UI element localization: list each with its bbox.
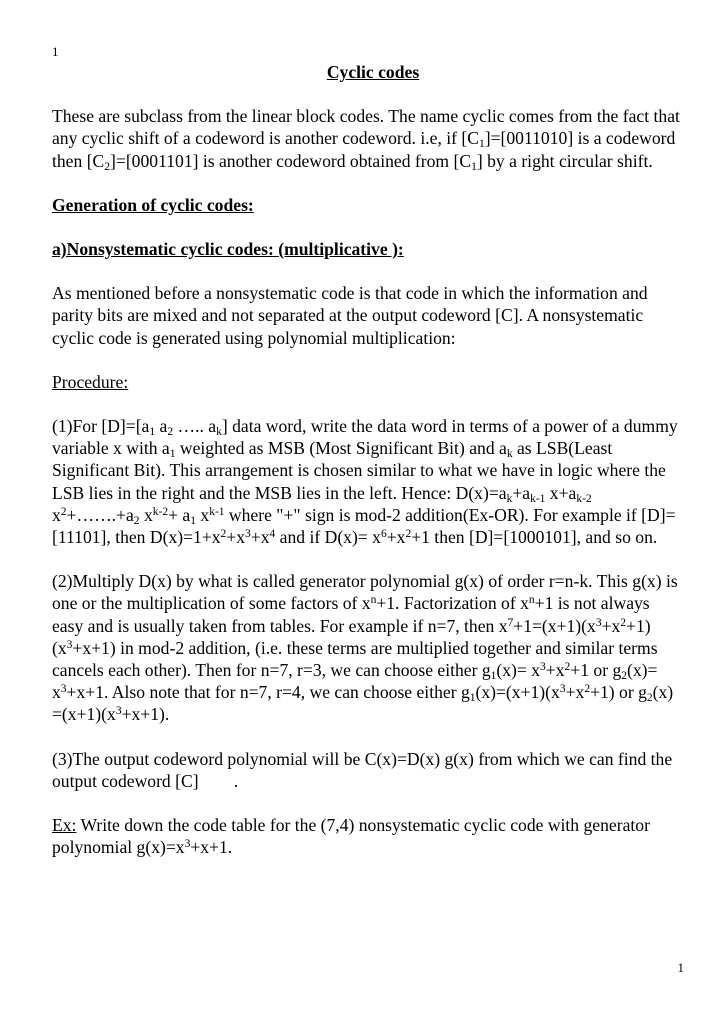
step-3-paragraph: (3)The output codeword polynomial will be C(x)=D(x) g(x) from which we can find the output codeword [C] . [52, 748, 677, 791]
example-paragraph: Ex: Write down the code table for the (7,4) nonsystematic cyclic code with generator polynomial $g(x)=x^3+x+1$. [52, 815, 650, 858]
intro-paragraph: These are subclass from the linear block codes. The name cyclic comes from the fact that any cyclic shift of a codeword is another codeword. i.e, if $[C_1]=[0011010]$ is a codeword then $[C_2]=[0001101]$ is another codeword obtained from $[C_1]$ by a right circular shift. [52, 106, 680, 173]
page-content [52, 61, 682, 880]
nonsystematic-paragraph: As mentioned before a nonsystematic code is that code in which the information and parity bits are mixed and not separated at the output codeword [C]. A nonsystematic cyclic code is generated using polynomial multiplication: [52, 283, 648, 348]
step-1-paragraph: (1)For $[D]=[a_1$ $a_2$ ….. $a_k$] data word, write the data word in terms of a power of a dummy variable x with $a_1$ weighted as MSB (Most Significant Bit) and $a_k$ as LSB(Least Significant Bit). This arrangement is chosen similar to what we have in logic where the LSB lies in the right and the MSB lies in the left. Hence: $D(x)=a_k+a_{k-1}$ $x+a_{k-2}$ $x^2+\dots\dots.+a_2$ $x^{k-2}+ a_1$ $x^{k-1}$ where "+" sign is mod-2 addition(Ex-OR). For example if [D]=[11101], then $D(x)=1+x^2+x^3+x^4$ and if $D(x)= x^6+x^2+1$ then [D]=[1000101], and so on. [52, 416, 678, 548]
example-label: Ex: [52, 815, 77, 836]
section-heading-generation: Generation of cyclic codes: [52, 194, 254, 215]
procedure-label: Procedure: [52, 371, 129, 392]
page-number-top: 1 [52, 44, 59, 59]
page-title: Cyclic codes [326, 62, 420, 82]
step-2-paragraph: (2)Multiply D(x) by what is called generator polynomial g(x) of order r=n-k. This g(x) is one or the multiplication of some factors of $x^n+1$. Factorization of $x^n+1$ is not always easy and is usually taken from tables. For example if n=7, then $x^7+1=(x+1)(x^3+x^2+1)(x^3+x+1)$ in mod-2 addition, (i.e. these terms are multiplied together and similar terms cancels each other). Then for n=7, r=3, we can choose either $g_1(x)= x^3+x^2+1$ or $g_2(x)= x^3+x+1$. Also note that for n=7, r=4, we can choose either $g_1(x)=(x+1)(x^3+x^2+1)$ or $g_2(x) =(x+1)(x^3+x+1)$. [52, 571, 678, 725]
page-number-bottom: 1 [677, 960, 684, 975]
section-heading-nonsystematic: a)Nonsystematic cyclic codes: (multiplicative ): [52, 239, 404, 260]
